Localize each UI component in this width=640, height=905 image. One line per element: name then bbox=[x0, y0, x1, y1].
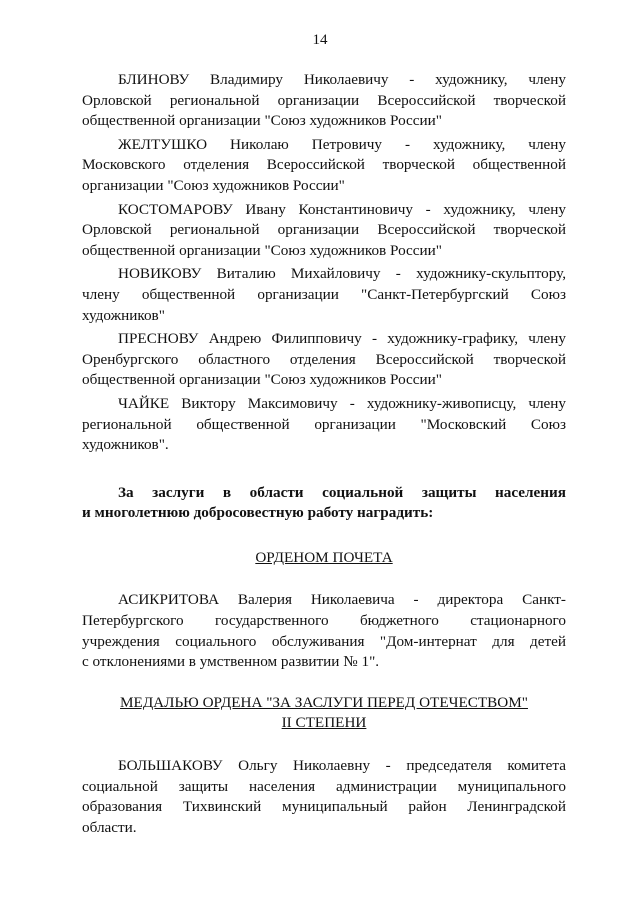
awardee-entry-chayka bbox=[82, 394, 566, 456]
awardee-line: общественной организации "Союз художников России" bbox=[82, 112, 442, 130]
page-number: 14 bbox=[312, 32, 328, 48]
heading-text: МЕДАЛЬЮ ОРДЕНА "ЗА ЗАСЛУГИ ПЕРЕД ОТЕЧЕСТВОМ" bbox=[120, 693, 528, 711]
awardee-line: БЛИНОВУ Владимиру Николаевичу - художнику, члену bbox=[118, 71, 566, 88]
awardee-line: общественной организации "Союз художников России" bbox=[82, 371, 442, 389]
awardee-line: Оренбургского областного отделения Всероссийской творческой bbox=[82, 350, 566, 368]
awardee-line: ПРЕСНОВУ Андрею Филипповичу - художнику-графику, члену bbox=[118, 330, 566, 348]
awardee-entry-asikritov bbox=[82, 590, 566, 672]
awardee-line: ЖЕЛТУШКО Николаю Петровичу - художнику, члену bbox=[118, 135, 566, 153]
awardee-line: учреждения социального обслуживания "Дом-интернат для детей bbox=[82, 632, 566, 650]
awardee-entry-bolshakova bbox=[82, 756, 566, 838]
awardee-line: Орловской региональной организации Всероссийской творческой bbox=[82, 91, 566, 109]
awardee-line: области. bbox=[82, 818, 137, 836]
awardee-line: общественной организации "Союз художников России" bbox=[82, 241, 442, 259]
intro-line: и многолетнюю добросовестную работу наградить: bbox=[82, 504, 434, 522]
awardee-line: ЧАЙКЕ Виктору Максимовичу - художнику-живописцу, члену bbox=[118, 394, 566, 412]
awardee-line: БОЛЬШАКОВУ Ольгу Николаевну - председателя комитета bbox=[118, 757, 566, 775]
awardee-line: Московского отделения Всероссийской творческой общественной bbox=[82, 156, 566, 174]
awardee-line: региональной общественной организации "Московский Союз bbox=[82, 415, 566, 433]
awardee-line: с отклонениями в умственном развитии № 1". bbox=[82, 653, 380, 671]
heading-medal bbox=[82, 693, 566, 734]
awardee-line: Петербургского государственного бюджетного стационарного bbox=[82, 612, 566, 630]
document-body bbox=[82, 70, 566, 841]
awardee-line: художников". bbox=[82, 436, 169, 454]
awardee-entry-kostomarov bbox=[82, 200, 566, 262]
awardee-line: члену общественной организации "Санкт-Петербургский Союз bbox=[82, 285, 566, 303]
awardee-entry-presnov bbox=[82, 329, 566, 391]
awardee-line: НОВИКОВУ Виталию Михайловичу - художнику-скульптору, bbox=[118, 265, 566, 283]
awardee-line: КОСТОМАРОВУ Ивану Константиновичу - художнику, члену bbox=[118, 200, 566, 218]
awardee-line: социальной защиты населения администрации муниципального bbox=[82, 777, 566, 795]
awardee-line: образования Тихвинский муниципальный район Ленинградской bbox=[82, 798, 566, 816]
heading-text: ОРДЕНОМ ПОЧЕТА bbox=[255, 548, 393, 566]
intro-line: За заслуги в области социальной защиты населения bbox=[118, 483, 566, 501]
awardee-entry-blinov bbox=[82, 70, 566, 132]
awardee-entry-zheltushko bbox=[82, 135, 566, 197]
heading-order-of-honour bbox=[82, 548, 566, 569]
awardee-line: АСИКРИТОВА Валерия Николаевича - директора Санкт- bbox=[118, 591, 566, 609]
awardee-line: организации "Союз художников России" bbox=[82, 176, 345, 194]
award-intro bbox=[82, 483, 566, 524]
heading-text: II СТЕПЕНИ bbox=[281, 714, 367, 732]
awardee-entry-novikov bbox=[82, 264, 566, 326]
awardee-line: Орловской региональной организации Всероссийской творческой bbox=[82, 221, 566, 239]
awardee-line: художников" bbox=[82, 306, 165, 324]
